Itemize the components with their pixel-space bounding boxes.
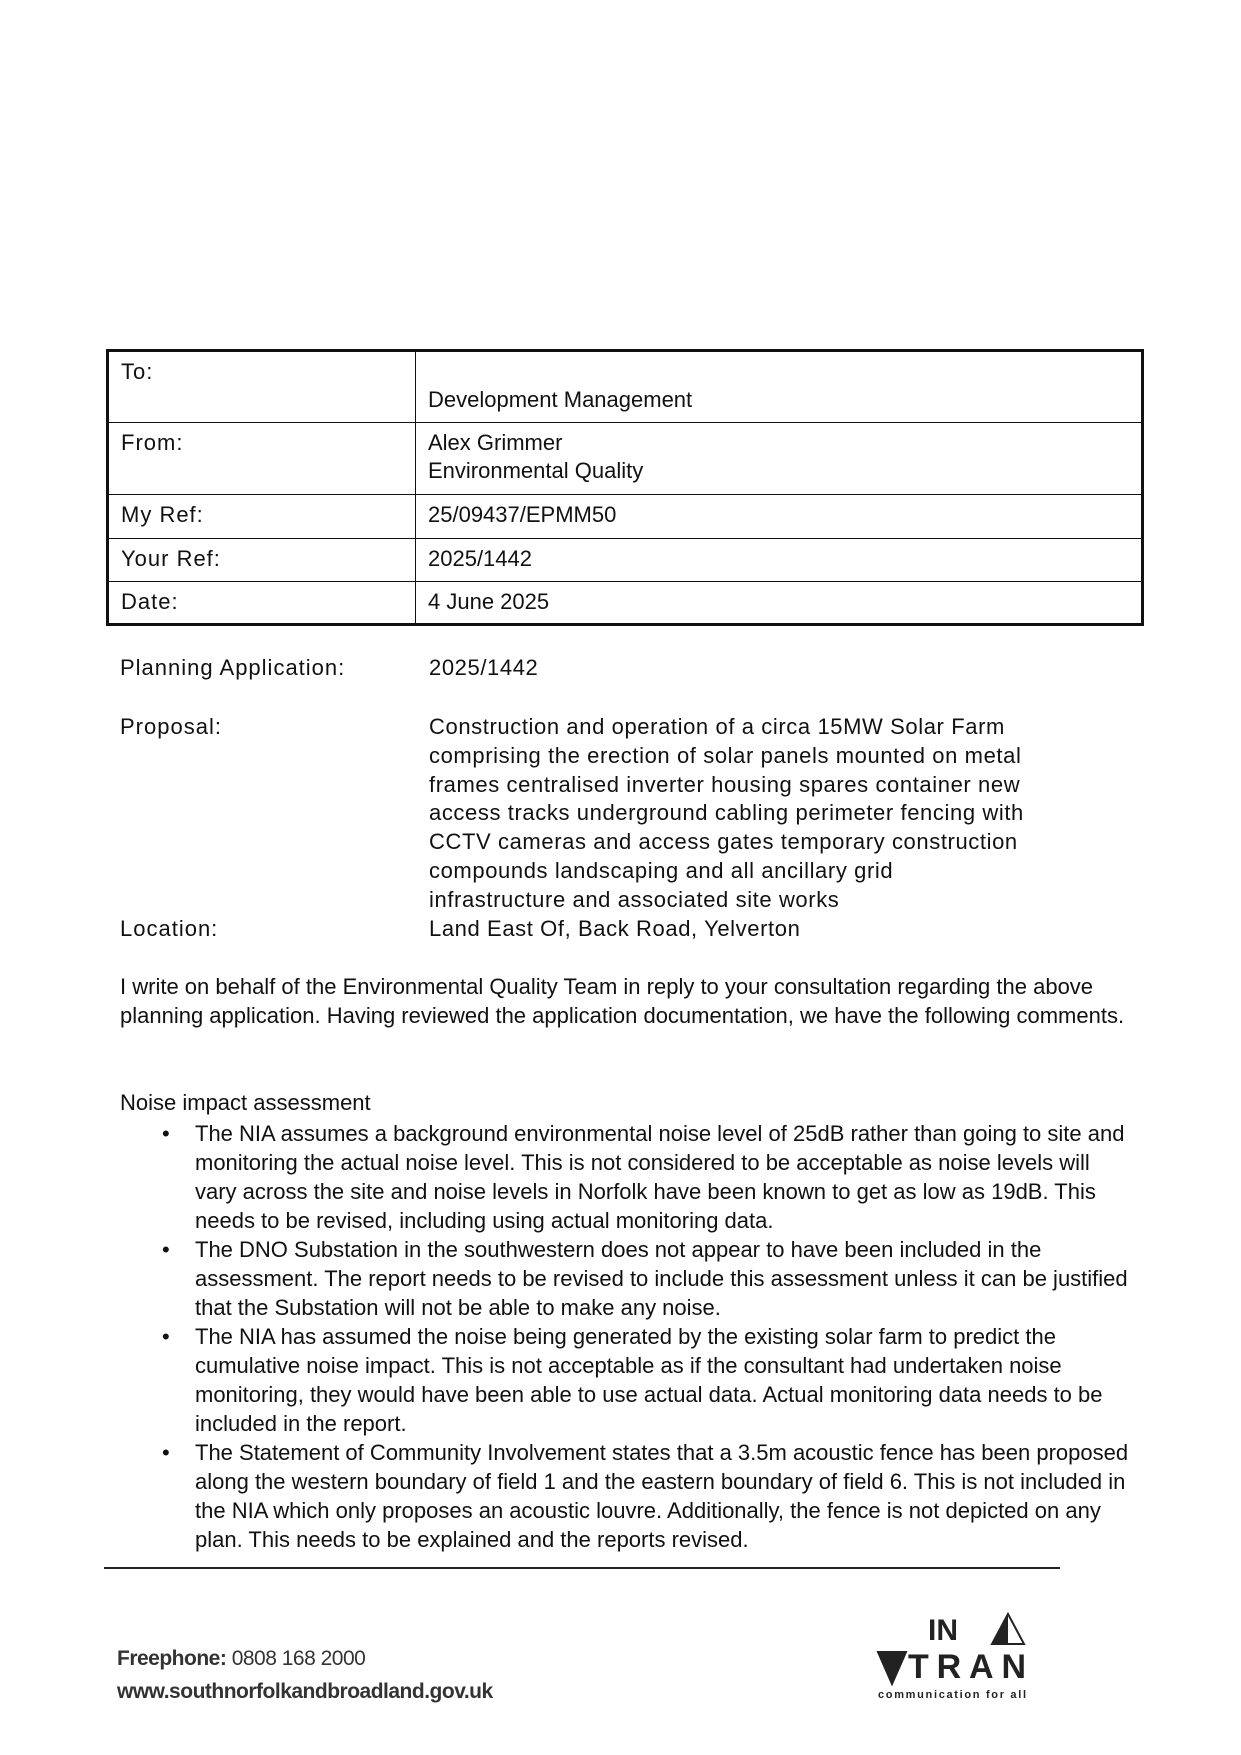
logo-in: IN <box>928 1614 958 1647</box>
noise-comments-list <box>166 1119 1136 1554</box>
row-from <box>108 423 1143 495</box>
date-value: 4 June 2025 <box>416 582 1143 625</box>
from-team: Environmental Quality <box>428 458 644 483</box>
proposal-line: access tracks underground cabling perimeter fencing with <box>429 800 1024 826</box>
date-label: Date: <box>108 582 416 625</box>
my-ref-label: My Ref: <box>108 495 416 539</box>
to-value <box>416 351 1143 423</box>
row-date <box>108 582 1143 625</box>
proposal-value <box>429 713 1149 915</box>
planning-application-value: 2025/1442 <box>429 655 539 680</box>
proposal-line: frames centralised inverter housing spares container new <box>429 771 1021 797</box>
proposal-line: compounds landscaping and all ancillary grid <box>429 857 894 883</box>
intran-logo <box>876 1612 1046 1702</box>
proposal-line: infrastructure and associated site works <box>429 886 840 912</box>
to-label: To: <box>108 351 416 423</box>
freephone <box>117 1647 365 1671</box>
proposal-line: CCTV cameras and access gates temporary construction <box>429 829 1018 855</box>
list-item: • The DNO Substation in the southwestern does not appear to have been included in the assessment. The report needs to be revised to include this assessment unless it can be justified that the Substation will not be able to make any noise. <box>166 1235 1136 1322</box>
row-my-ref <box>108 495 1143 539</box>
proposal-label: Proposal: <box>120 714 222 739</box>
list-item: • The NIA assumes a background environmental noise level of 25dB rather than going to site and monitoring the actual noise level. This is not considered to be acceptable as noise levels will vary across the site and noise levels in Norfolk have been known to get as low as 19dB. This needs to be revised, including using actual monitoring data. <box>166 1119 1136 1235</box>
location-value: Land East Of, Back Road, Yelverton <box>429 916 801 941</box>
your-ref-label: Your Ref: <box>108 539 416 582</box>
website-link[interactable]: www.southnorfolkandbroadland.gov.uk <box>117 1680 493 1703</box>
location-label: Location: <box>120 916 219 941</box>
my-ref-value: 25/09437/EPMM50 <box>416 495 1143 539</box>
from-label: From: <box>108 423 416 495</box>
proposal-line: Construction and operation of a circa 15MW Solar Farm <box>429 714 1005 739</box>
your-ref-value: 2025/1442 <box>416 539 1143 582</box>
memo-header-table <box>106 349 1144 626</box>
intro-paragraph: I write on behalf of the Environmental Quality Team in reply to your consultation regarding the above planning application. Having reviewed the application documentation, we have the following comments. <box>120 974 1125 1028</box>
triangle-down-icon <box>878 1652 906 1684</box>
list-item: • The Statement of Community Involvement states that a 3.5m acoustic fence has been proposed along the western boundary of field 1 and the eastern boundary of field 6. This is not included in the NIA which only proposes an acoustic louvre. Additionally, the fence is not depicted on any plan. This needs to be explained and the reports revised. <box>166 1438 1136 1554</box>
freephone-label: Freephone: <box>117 1647 227 1670</box>
row-your-ref <box>108 539 1143 582</box>
row-to <box>108 351 1143 423</box>
section-heading: Noise impact assessment <box>120 1090 371 1115</box>
list-item: • The NIA has assumed the noise being generated by the existing solar farm to predict the cumulative noise impact. This is not acceptable as if the consultant had undertaken noise monitoring, they would have been able to use actual data. Actual monitoring data needs to be included in the report. <box>166 1322 1136 1438</box>
proposal-line: comprising the erection of solar panels mounted on metal <box>429 742 1022 768</box>
from-value <box>416 423 1143 495</box>
from-name: Alex Grimmer <box>428 430 563 455</box>
logo-tagline: communication for all <box>878 1689 1026 1701</box>
logo-tran: TRAN <box>908 1648 1026 1686</box>
freephone-number: 0808 168 2000 <box>231 1647 366 1670</box>
planning-application-label: Planning Application: <box>120 655 346 680</box>
to-recipient: Development Management <box>428 387 693 412</box>
footer-divider <box>104 1567 1060 1569</box>
